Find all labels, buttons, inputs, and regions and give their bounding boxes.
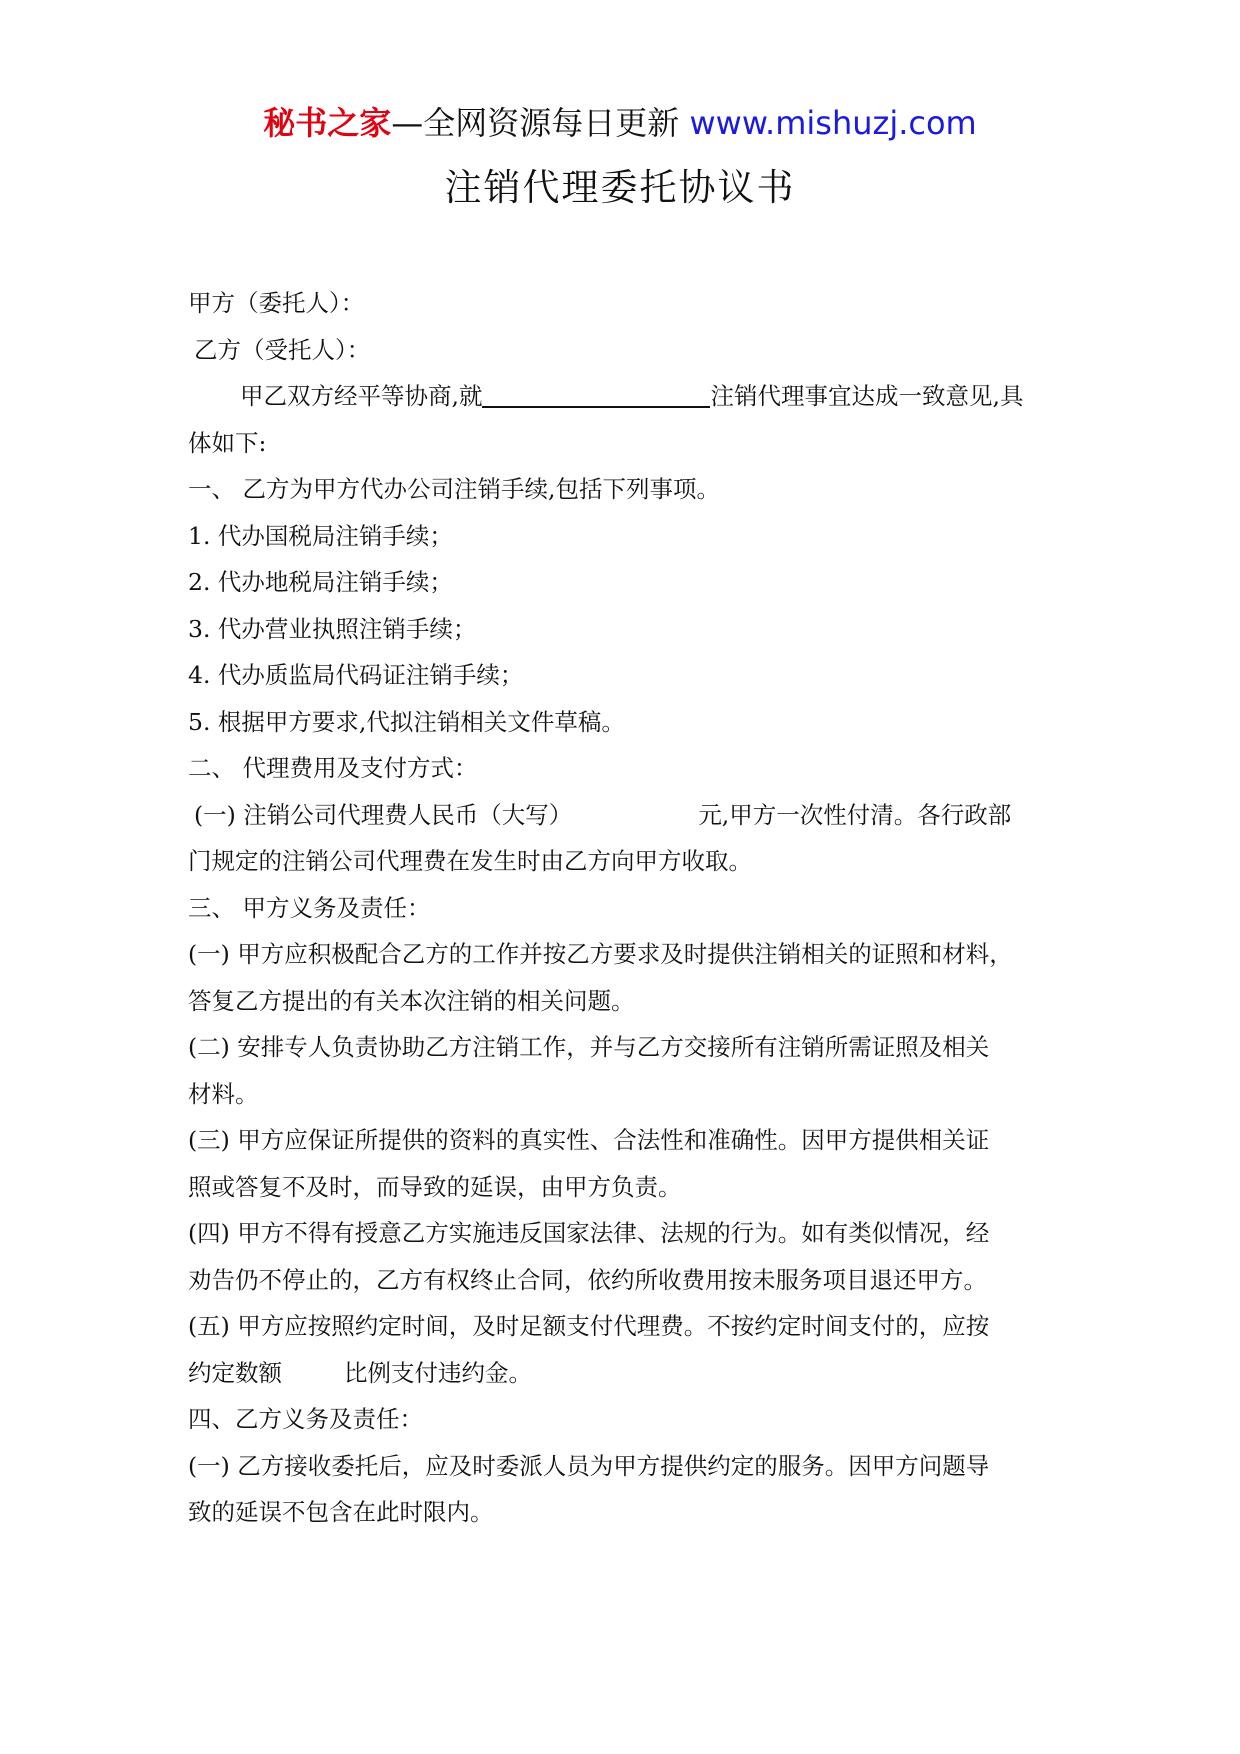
section-4-heading: 四、乙方义务及责任：: [188, 1405, 423, 1433]
section-2-heading: 二、 代理费用及支付方式：: [188, 754, 478, 782]
section-3-para-2-line-1: (二) 安排专人负责协助乙方注销工作，并与乙方交接所有注销所需证照及相关: [188, 1033, 990, 1061]
intro-line-1: [188, 373, 1068, 420]
penalty-text-2: 比例支付违约金。: [344, 1358, 532, 1387]
section-3-heading: 三、 甲方义务及责任：: [188, 893, 431, 922]
fee-text-1: (一) 注销公司代理费人民币（大写）: [194, 800, 573, 829]
section-3-para-5-line-1: (五) 甲方应按照约定时间，及时足额支付代理费。不按约定时间支付的，应按: [188, 1312, 990, 1340]
section-1-item: 3. 代办营业执照注销手续；: [188, 614, 477, 643]
document-body: [188, 280, 1068, 1536]
document-title: 注销代理委托协议书: [444, 166, 796, 209]
section-3-para-4-line-1: (四) 甲方不得有授意乙方实施违反国家法律、法规的行为。如有类似情况，经: [188, 1219, 990, 1247]
section-3-para-1-line-2: 答复乙方提出的有关本次注销的相关问题。: [188, 986, 635, 1015]
section-1-item: 5. 根据甲方要求,代拟注销相关文件草稿。: [188, 707, 625, 736]
section-4-para-1-line-1: (一) 乙方接收委托后，应及时委派人员为甲方提供约定的服务。因甲方问题导: [188, 1451, 990, 1480]
fee-text-2: 元,甲方一次性付清。各行政部: [698, 800, 1012, 829]
site-url: www.mishuzj.com: [689, 104, 977, 142]
section-3-para-1-line-1: (一) 甲方应积极配合乙方的工作并按乙方要求及时提供注销相关的证照和材料，: [188, 940, 1013, 968]
section-1-item: 4. 代办质监局代码证注销手续；: [188, 661, 524, 689]
section-4-para-1-line-2: 致的延误不包含在此时限内。: [188, 1498, 494, 1526]
section-1-item: 1. 代办国税局注销手续；: [188, 521, 453, 550]
section-2-para-1-line-2: 门规定的注销公司代理费在发生时由乙方向甲方收取。: [188, 847, 752, 875]
intro-line-2: 体如下:: [188, 428, 267, 457]
matter-blank: [482, 376, 710, 408]
section-3-para-2-line-2: 材料。: [188, 1079, 259, 1108]
brand-name: 秘书之家: [263, 104, 392, 142]
section-3-para-5-line-2: [188, 1350, 1068, 1397]
intro-text-2: 注销代理事宜达成一致意见,具: [710, 382, 1024, 410]
section-3-para-3-line-2: 照或答复不及时，而导致的延误，由甲方负责。: [188, 1172, 682, 1201]
section-1-item: 2. 代办地税局注销手续；: [188, 568, 453, 596]
intro-text-1: 甲乙双方经平等协商,就: [240, 382, 483, 410]
header-tagline: —全网资源每日更新: [391, 104, 680, 142]
party-b-line: 乙方（受托人）：: [194, 335, 371, 364]
section-2-para-1-line-1: [188, 792, 1068, 839]
section-1-heading: 一、 乙方为甲方代办公司注销手续,包括下列事项。: [188, 475, 720, 503]
party-a-line: 甲方（委托人）：: [188, 289, 365, 317]
penalty-text-1: 约定数额: [188, 1358, 282, 1387]
section-3-para-4-line-2: 劝告仍不停止的，乙方有权终止合同，依约所收费用按未服务项目退还甲方。: [188, 1265, 987, 1294]
site-header: [0, 100, 1240, 146]
section-3-para-3-line-1: (三) 甲方应保证所提供的资料的真实性、合法性和准确性。因甲方提供相关证: [188, 1126, 990, 1154]
